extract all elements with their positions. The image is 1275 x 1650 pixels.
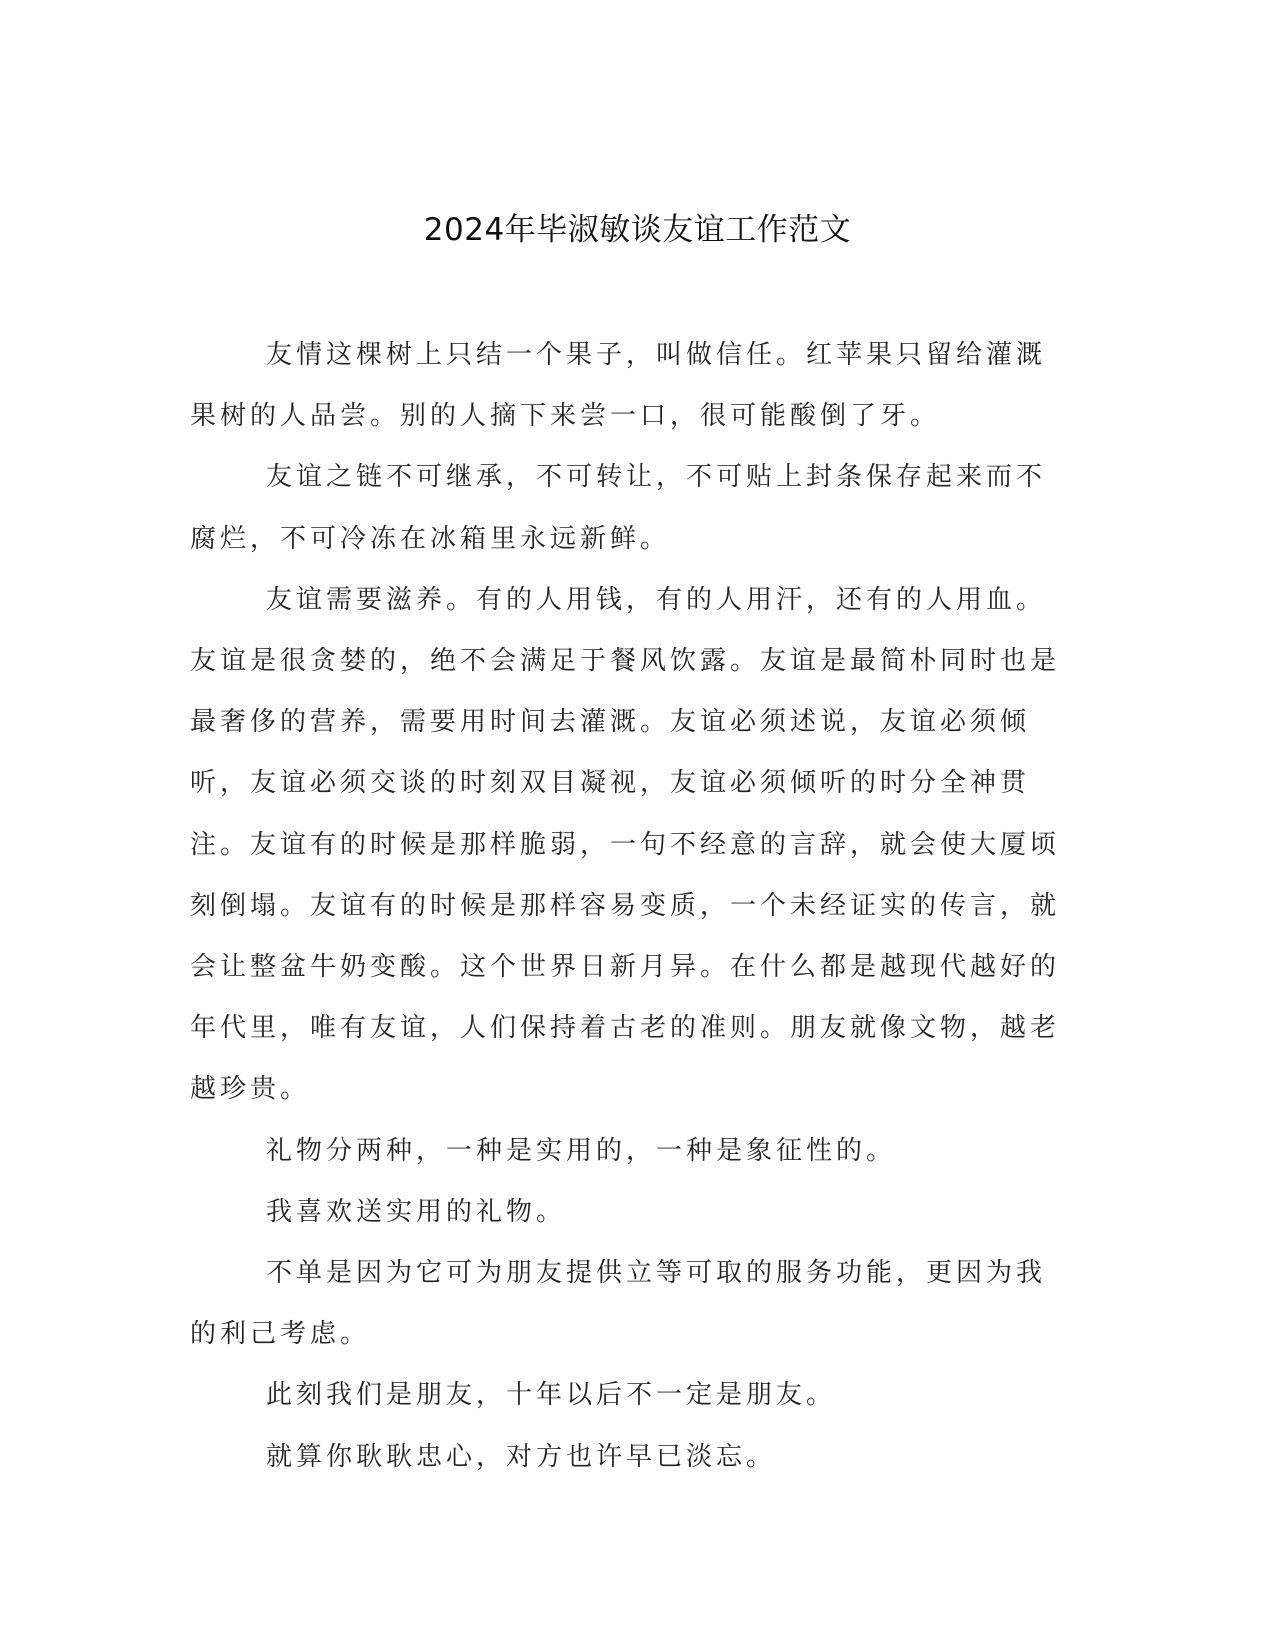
paragraph-4: 礼物分两种，一种是实用的，一种是象征性的。 [266, 1135, 897, 1166]
paragraph-6: 不单是因为它可为朋友提供立等可取的服务功能，更因为我的利己考虑。 [190, 1258, 1047, 1350]
paragraph-7: 此刻我们是朋友，十年以后不一定是朋友。 [266, 1380, 837, 1411]
document-title: 2024年毕淑敏谈友谊工作范文 [423, 212, 852, 248]
paragraph-3: 友谊需要滋养。有的人用钱，有的人用汗，还有的人用血。友谊是很贪婪的，绝不会满足于餐风饮露。友谊是最简朴同时也是最奢侈的营养，需要用时间去灌溉。友谊必须述说，友谊必须倾听，友谊必须交谈的时刻双目凝视，友谊必须倾听的时分全神贯注。友谊有的时候是那样脆弱，一句不经意的言辞，就会使大厦顷刻倒塌。友谊有的时候是那样容易变质，一个未经证实的传言，就会让整盆牛奶变酸。这个世界日新月异。在什么都是越现代越好的年代里，唯有友谊，人们保持着古老的准则。朋友就像文物，越老越珍贵。 [190, 584, 1061, 1105]
paragraph-5: 我喜欢送实用的礼物。 [266, 1196, 567, 1227]
paragraph-2: 友谊之链不可继承，不可转让，不可贴上封条保存起来而不腐烂，不可冷冻在冰箱里永远新鲜。 [190, 462, 1047, 554]
document-body [190, 325, 1070, 1488]
paragraph-1: 友情这棵树上只结一个果子，叫做信任。红苹果只留给灌溉果树的人品尝。别的人摘下来尝一口，很可能酸倒了牙。 [190, 340, 1047, 432]
paragraph-8: 就算你耿耿忠心，对方也许早已淡忘。 [266, 1441, 777, 1472]
